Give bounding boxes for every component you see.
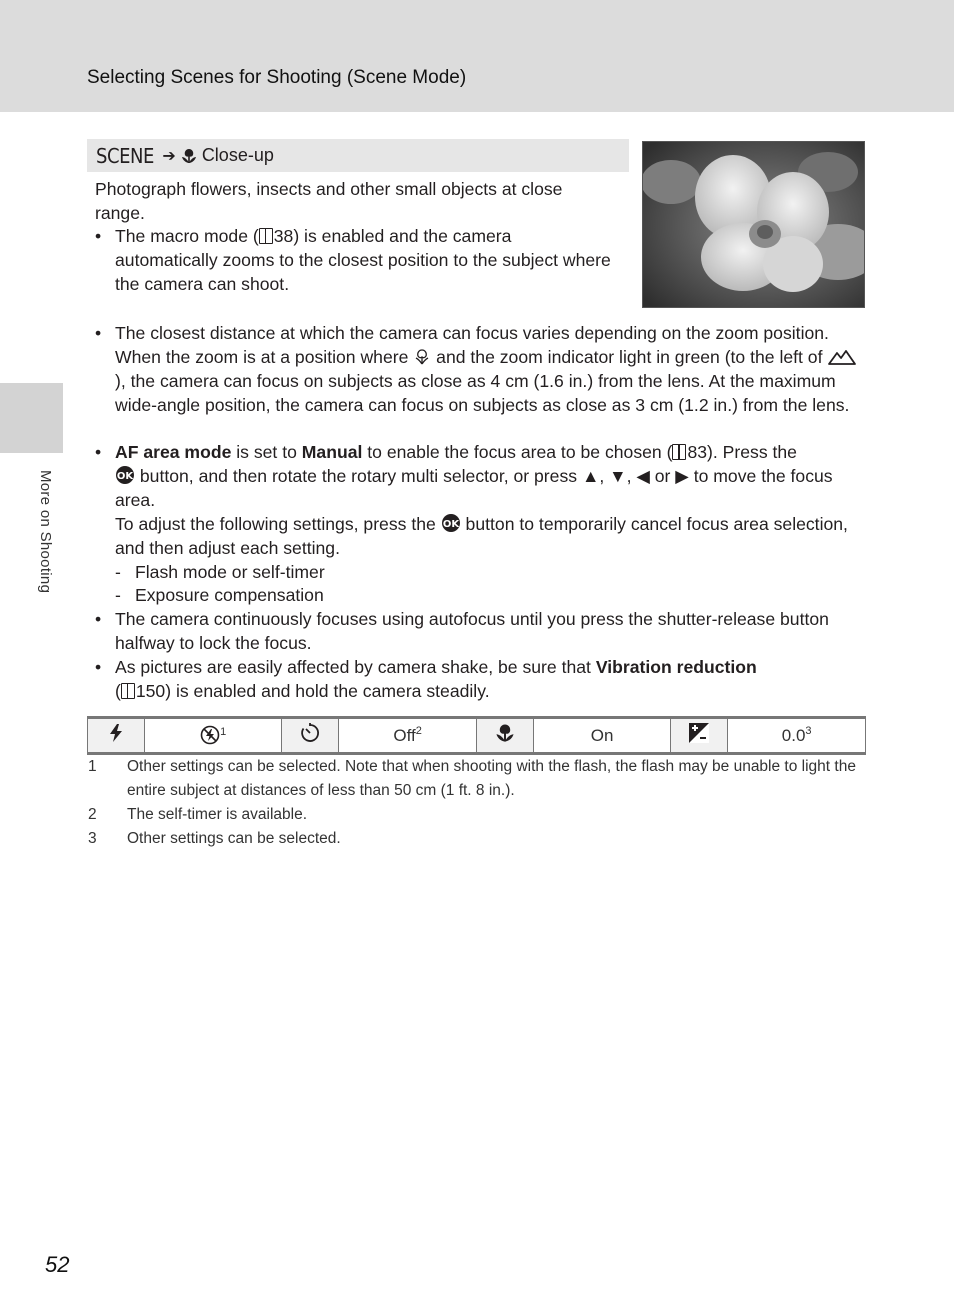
left-arrow-icon: ◀ — [636, 466, 650, 486]
bullet3-ref: 83 — [687, 442, 708, 462]
footnote-number: 2 — [88, 806, 97, 823]
bullet5-text-b: ( — [115, 681, 121, 701]
footnote-text: The self-timer is available. — [127, 806, 308, 823]
exposure-comp-value-cell — [728, 718, 866, 754]
bullet1-text-a: The macro mode ( — [115, 226, 259, 246]
header-band — [0, 0, 954, 112]
footnote-2 — [88, 803, 862, 827]
close-up-flower-icon — [413, 348, 431, 366]
exposure-comp-cell — [671, 718, 728, 754]
scene-word: SCENE — [96, 143, 154, 168]
svg-text:OK: OK — [116, 471, 134, 482]
dash: - — [115, 585, 121, 605]
dash: - — [115, 562, 121, 582]
up-arrow-icon: ▲ — [581, 466, 600, 486]
bullet5-ref: 150 — [135, 681, 166, 701]
bullet3-text-a: is set to — [231, 442, 302, 462]
bullet5-text-c: ) is enabled and hold the camera steadily. — [165, 681, 490, 701]
self-timer-value-cell — [339, 718, 477, 754]
bullet3-or: or — [649, 466, 676, 486]
svg-text:OK: OK — [442, 519, 459, 530]
vibration-reduction-term: Vibration reduction — [595, 657, 757, 677]
footnote-3 — [88, 827, 862, 851]
page-ref-icon — [259, 228, 273, 244]
sub-item-flash — [115, 560, 325, 584]
bullet3-text-d: button, and then rotate the rotary multi selector, or press — [135, 466, 582, 486]
sub2-text: Exposure compensation — [135, 585, 324, 605]
bullet3-p2-b: button to temporarily cancel focus area selection, and then adjust each setting. — [115, 514, 848, 558]
bullet2-text-a: The closest distance at which the camera can focus varies depending on the zoom position. When the zoom is at a position where — [115, 323, 829, 367]
flash-icon — [108, 723, 124, 743]
macro-mode-value-cell — [533, 718, 671, 754]
bullet1-ref: 38 — [273, 226, 294, 246]
close-up-flower-icon — [180, 147, 198, 165]
bullet-vibration — [95, 655, 860, 703]
bullet3-sep: , — [626, 466, 637, 486]
footnote-number: 1 — [88, 758, 97, 775]
bullet4-text: The camera continuously focuses using autofocus until you press the shutter-release button halfway to lock the focus. — [115, 609, 829, 653]
bullet3-text-c: ). Press the — [707, 442, 797, 462]
footnote-ref: 1 — [220, 725, 227, 738]
bullet1-text-b: ) is enabled and the camera automatically zooms to the closest position to the subject where the camera can shoot. — [115, 226, 611, 294]
self-timer-value: Off — [393, 726, 416, 745]
bullet5-text-a: As pictures are easily affected by camera shake, be sure that — [115, 657, 596, 677]
bullet2-text-b: and the zoom indicator light in green (to the left of — [431, 347, 828, 367]
section-tab — [0, 383, 63, 453]
bullet-dot: • — [95, 226, 102, 246]
footnote-text: Other settings can be selected. Note that when shooting with the flash, the flash may be unable to light the entire subject at distances of less than 50 cm (1 ft. 8 in.). — [127, 758, 856, 799]
bullet-dot: • — [95, 323, 102, 343]
page-ref-icon — [672, 444, 686, 460]
page-header-title: Selecting Scenes for Shooting (Scene Mode) — [87, 67, 467, 88]
sub-item-exposure — [115, 583, 324, 607]
orchid-image — [643, 142, 865, 308]
default-settings-table — [87, 716, 866, 755]
sub1-text: Flash mode or self-timer — [135, 562, 325, 582]
wide-angle-mountain-icon — [827, 348, 857, 366]
footnote-text: Other settings can be selected. — [127, 830, 341, 847]
flash-mode-value-cell — [144, 718, 282, 754]
bullet-dot: • — [95, 442, 102, 462]
bullet-dot: • — [95, 657, 102, 677]
bullet-continuous-af — [95, 607, 860, 655]
exposure-comp-value: 0.0 — [781, 726, 806, 745]
orchid-photo — [642, 141, 865, 308]
bullet-af-area — [95, 440, 860, 558]
ok-button-icon — [115, 465, 135, 485]
scene-mode-label: Close-up — [201, 145, 274, 165]
self-timer-cell — [282, 718, 339, 754]
footnote-ref: 2 — [415, 725, 422, 737]
page-number: 52 — [45, 1252, 70, 1277]
macro-mode-value: On — [590, 725, 614, 745]
macro-mode-cell — [476, 718, 533, 754]
scene-mode-heading — [87, 139, 629, 172]
section-label: More on Shooting — [37, 470, 54, 594]
footnote-1 — [88, 755, 862, 803]
af-area-paragraph-2 — [115, 512, 860, 560]
right-arrow-icon: ▶ — [675, 466, 689, 486]
footnote-number: 3 — [88, 830, 97, 847]
macro-icon — [494, 722, 516, 744]
arrow-icon: ➔ — [162, 147, 176, 165]
flash-mode-cell — [88, 718, 145, 754]
bullet3-text-e: to move the focus area. — [115, 466, 833, 510]
down-arrow-icon: ▼ — [609, 466, 627, 486]
bullet-focus-distance — [95, 321, 860, 417]
footnote-ref: 3 — [805, 725, 812, 737]
bullet-dot: • — [95, 609, 102, 629]
flash-off-icon — [200, 725, 220, 745]
intro-paragraph: Photograph flowers, insects and other small objects at close range. — [95, 179, 563, 223]
page-ref-icon — [121, 683, 135, 699]
af-area-mode-term: AF area mode — [115, 442, 232, 462]
bullet3-p2-a: To adjust the following settings, press the — [115, 514, 441, 534]
self-timer-icon — [299, 722, 321, 744]
bullet3-text-b: to enable the focus area to be chosen ( — [362, 442, 673, 462]
manual-term: Manual — [301, 442, 363, 462]
bullet3-sep: , — [599, 466, 610, 486]
bullet2-text-c: ), the camera can focus on subjects as close as 4 cm (1.6 in.) from the lens. At the maximum wide-angle position, the camera can focus on subjects as close as 3 cm (1.2 in.) from the lens. — [115, 371, 850, 415]
bullet-macro-mode — [95, 224, 615, 296]
exposure-compensation-icon — [688, 722, 710, 744]
table-row — [88, 718, 866, 754]
ok-button-icon — [441, 513, 461, 533]
